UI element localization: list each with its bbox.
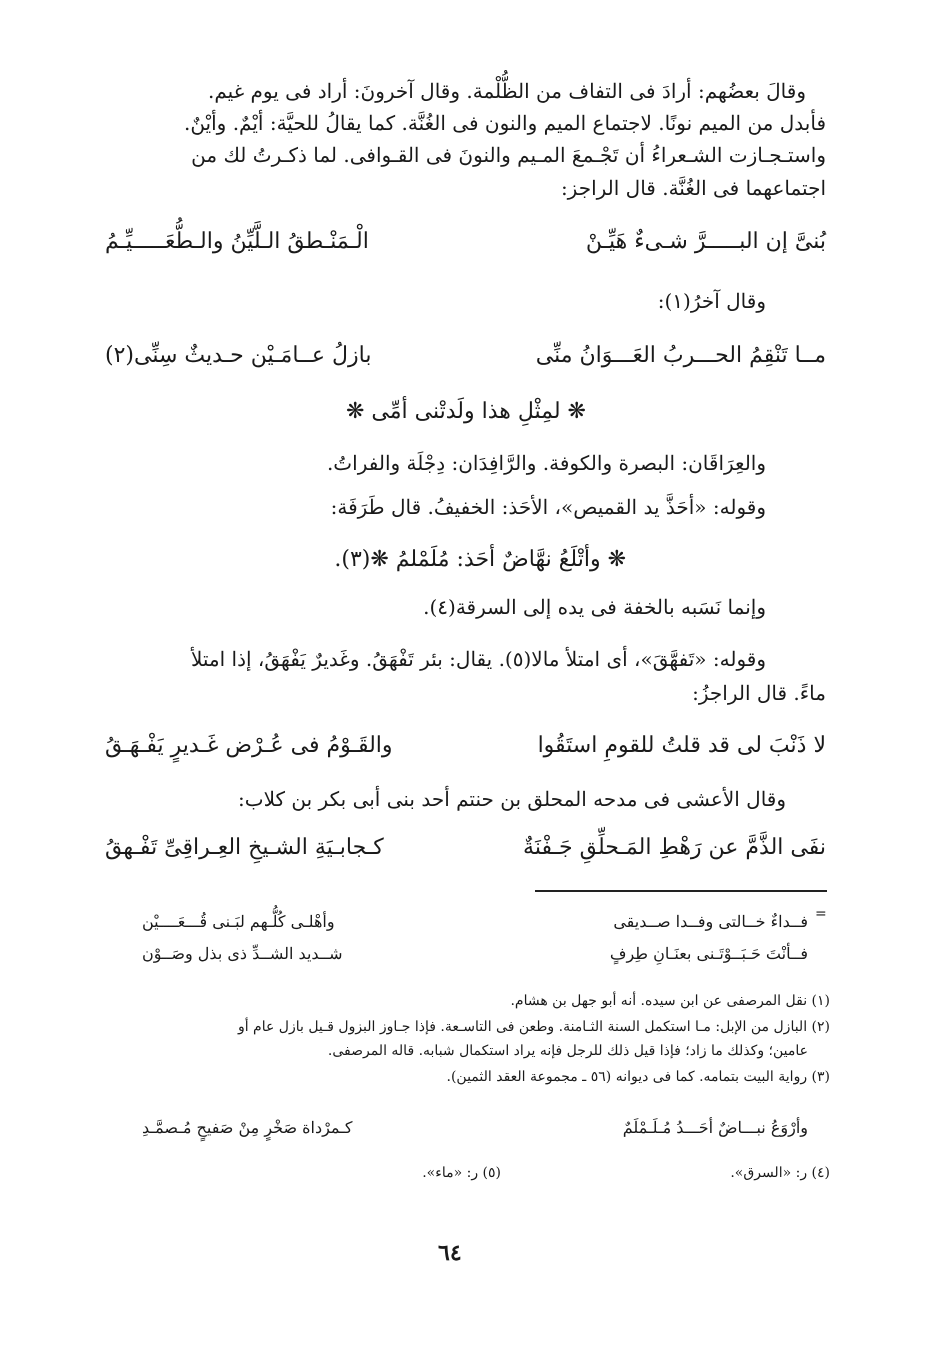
- verse-hemistich-left: الْـمَنْـطقُ الـلَّيِّنُ والـطُّعَـــــيِّـمُ: [105, 229, 369, 254]
- verse-hemistich-right: مــا تَنْقِمُ الحـــربُ العَـــوَانُ منِّى: [535, 343, 826, 368]
- footnote: عامين؛ وكذلك ما زاد؛ فإذا قيل ذلك للرجل فإنه يراد استكمال شبابه. قاله المرصفى.: [327, 1043, 808, 1059]
- paragraph-line: وقالَ بعضُهم: أرادَ فى التفاف من الظُّلْمة. وقال آخرونَ: أراد فى يوم غيم.: [208, 79, 806, 103]
- footnote-verse-left: كـمرْداة صَخْرٍ مِنْ صَفيحٍ مُـصمَّـدِ: [142, 1118, 353, 1137]
- verse-intro-line: وقال آخرُ(١):: [657, 289, 766, 313]
- page-number: ٦٤: [438, 1240, 462, 1266]
- paragraph-line: فأبدل من الميم نونًا. لاجتماع الميم والنون فى الغُنَّة. كما يقالُ للحيَّة: أيْمٌ. وأيْنٌ.: [183, 111, 826, 135]
- continuation-marker: =: [815, 906, 827, 922]
- paragraph-line: ماءً. قال الراجزُ:: [692, 681, 826, 705]
- paragraph-line: والعِرَاقَان: البصرة والكوفة. والرَّافِدَان: دِجْلَة والفراتُ.: [326, 451, 766, 475]
- footnote: (٣) رواية البيت بتمامه. كما فى ديوانه (٥٦ ـ مجموعة العقد الثمين).: [446, 1069, 830, 1085]
- verse-hemistich-left: بازلُ عــامَـيْن حـديثٌ سِنِّى(٢): [105, 343, 372, 368]
- footnote-verse-right: وأرْوَعُ نبـــاضٌ أحَـــدُ مُـلَـمْلَمٌ: [622, 1118, 808, 1137]
- footnote: (٥) ر: «ماء».: [422, 1165, 501, 1181]
- verse-hemistich-left: كـجابـيَةِ الشـيخِ العِـراقِىِّ تَفْـهقُ: [105, 835, 384, 860]
- verse-single: ❋ لمِثْلِ هذا ولَدتْنى أمِّى ❋: [345, 399, 586, 424]
- paragraph-line: وقال الأعشى فى مدحه المحلق بن حنتم أحد بنى أبى بكر بن كلاب:: [238, 787, 786, 811]
- verse-hemistich-left: والقَـوْمُ فى عُـرْض غَـديرٍ يَفْـهَـقُ: [105, 733, 393, 758]
- footnote: (٤) ر: «السرق».: [730, 1165, 830, 1181]
- footnote-verse-right: فــداءٌ خــالتى وفــدا صــديقى: [613, 912, 808, 931]
- footnote: (١) نقل المرصفى عن ابن سيده. أنه أبو جهل بن هشام.: [510, 993, 830, 1009]
- verse-single: ❋ وأتْلَعُ نهَّاضٌ أحَذ: مُلَمْلمُ ❋(٣).: [334, 547, 626, 572]
- footnote-separator: [535, 890, 827, 892]
- footnote-verse-right: فــأنْتَ حَـبَــوْتَـنى بعنَـانِ طِرفٍ: [609, 944, 808, 963]
- verse-hemistich-right: نفَى الذَّمَّ عن رَهْطِ المَـحلِّقِ جَـفْنَةٌ: [523, 835, 826, 860]
- paragraph-line: واستـجـازت الشـعراءُ أن تَجْـمعَ المـيم والنونَ فى القـوافى. لما ذكـرتُ لك من: [191, 143, 826, 167]
- paragraph-line: وإنما نَسَبه بالخفة فى يده إلى السرقة(٤).: [423, 595, 766, 619]
- paragraph-line: وقوله: «تَفهَّقَ»، أى امتلأ مالا(٥). يقال: بئر تَفْهَقُ. وغَديرٌ يَفْهَقُ، إذا امتلأ: [190, 647, 766, 671]
- verse-hemistich-right: لا ذَنْبَ لى قد قلتُ للقومِ استَقُوا: [537, 733, 826, 758]
- verse-hemistich-right: بُنىَّ إن البـــــرَّ شـىءٌ هَيِّـنْ: [585, 229, 826, 254]
- footnote-verse-left: شــديد الشــدِّ ذى بذل وصَــوْن: [142, 944, 343, 963]
- footnote: (٢) البازل من الإبل: مـا استكمل السنة الثـامنة. وطعن فى التاسـعة. فإذا جـاوز البزول قـيل بازل عام أو: [237, 1019, 830, 1035]
- paragraph-line: اجتماعهما فى الغُنَّة. قال الراجز:: [560, 176, 826, 200]
- paragraph-line: وقوله: «أحَذَّ يد القميص»، الأحَذ: الخفيفُ. قال طَرَفَة:: [330, 495, 766, 519]
- footnote-verse-left: وأهْلـى كُلُّـهم لبَـنى قُـــعَــــيْن: [142, 912, 335, 931]
